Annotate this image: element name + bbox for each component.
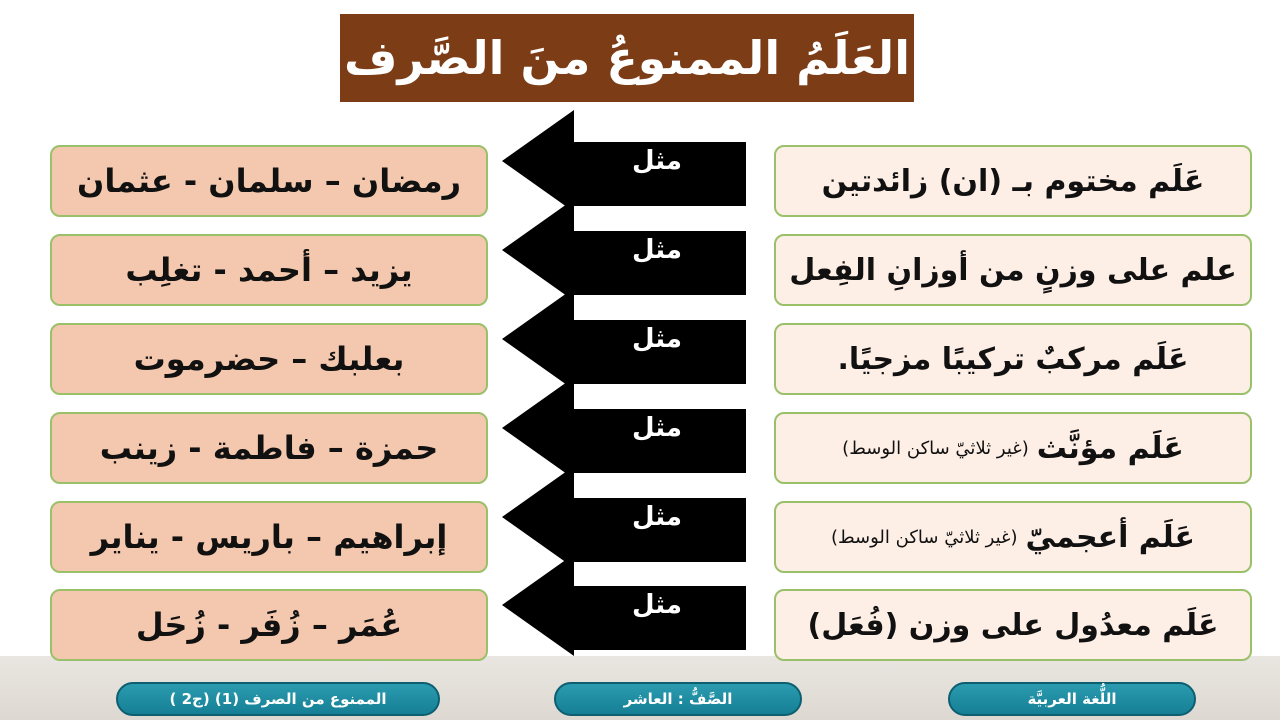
rule-text: عَلَم مختوم بـ (ان) زائدتين	[821, 163, 1205, 199]
grade-pill[interactable]	[554, 682, 802, 716]
arrow-5	[502, 466, 746, 568]
rule-text: عَلَم مركبٌ تركيبًا مزجيًا.	[837, 341, 1189, 377]
arrow-2	[502, 199, 746, 301]
subject-label: اللُّغة العربيَّة	[1027, 690, 1117, 708]
rule-box-1	[774, 145, 1252, 217]
example-text: بعلبك – حضرموت	[133, 340, 405, 378]
example-text: عُمَر – زُفَر - زُحَل	[135, 606, 403, 644]
rule-note: (غير ثلاثيّ ساكن الوسط)	[830, 526, 1018, 548]
example-text: رمضان – سلمان - عثمان	[77, 162, 461, 200]
rule-box-5	[774, 501, 1252, 573]
rule-box-3	[774, 323, 1252, 395]
grade-label: الصَّفُّ : العاشر	[623, 690, 733, 708]
rule-note: (غير ثلاثيّ ساكن الوسط)	[842, 437, 1029, 459]
page-title: العَلَمُ الممنوعُ منَ الصَّرف	[344, 31, 910, 85]
rule-box-4	[774, 412, 1252, 484]
example-box-5	[50, 501, 488, 573]
rule-text: علم على وزنٍ من أوزانِ الفِعل	[789, 252, 1237, 288]
arrow-label: مثل	[632, 413, 682, 443]
arrow-label: مثل	[632, 235, 682, 265]
example-text: يزيد – أحمد - تغلِب	[125, 251, 413, 289]
arrow-3	[502, 288, 746, 390]
arrow-6	[502, 554, 746, 656]
arrow-label: مثل	[632, 324, 682, 354]
rule-text: عَلَم مؤنَّث	[1036, 430, 1184, 466]
rule-box-2	[774, 234, 1252, 306]
lesson-label: الممنوع من الصرف (1) (ج2 )	[169, 690, 387, 708]
arrow-4	[502, 377, 746, 479]
example-box-6	[50, 589, 488, 661]
example-box-1	[50, 145, 488, 217]
arrow-1	[502, 110, 746, 212]
title-banner	[340, 14, 914, 102]
rule-box-6	[774, 589, 1252, 661]
example-text: حمزة – فاطمة - زينب	[99, 429, 439, 467]
arrow-label: مثل	[632, 146, 682, 176]
example-box-2	[50, 234, 488, 306]
example-text: إبراهيم – باريس - يناير	[90, 518, 448, 556]
rule-text: عَلَم معدُول على وزن (فُعَل)	[807, 607, 1219, 643]
subject-pill[interactable]	[948, 682, 1196, 716]
arrow-label: مثل	[632, 502, 682, 532]
example-box-3	[50, 323, 488, 395]
rule-text: عَلَم أعجميّ	[1025, 519, 1196, 555]
arrow-label: مثل	[632, 590, 682, 620]
lesson-pill[interactable]	[116, 682, 440, 716]
example-box-4	[50, 412, 488, 484]
